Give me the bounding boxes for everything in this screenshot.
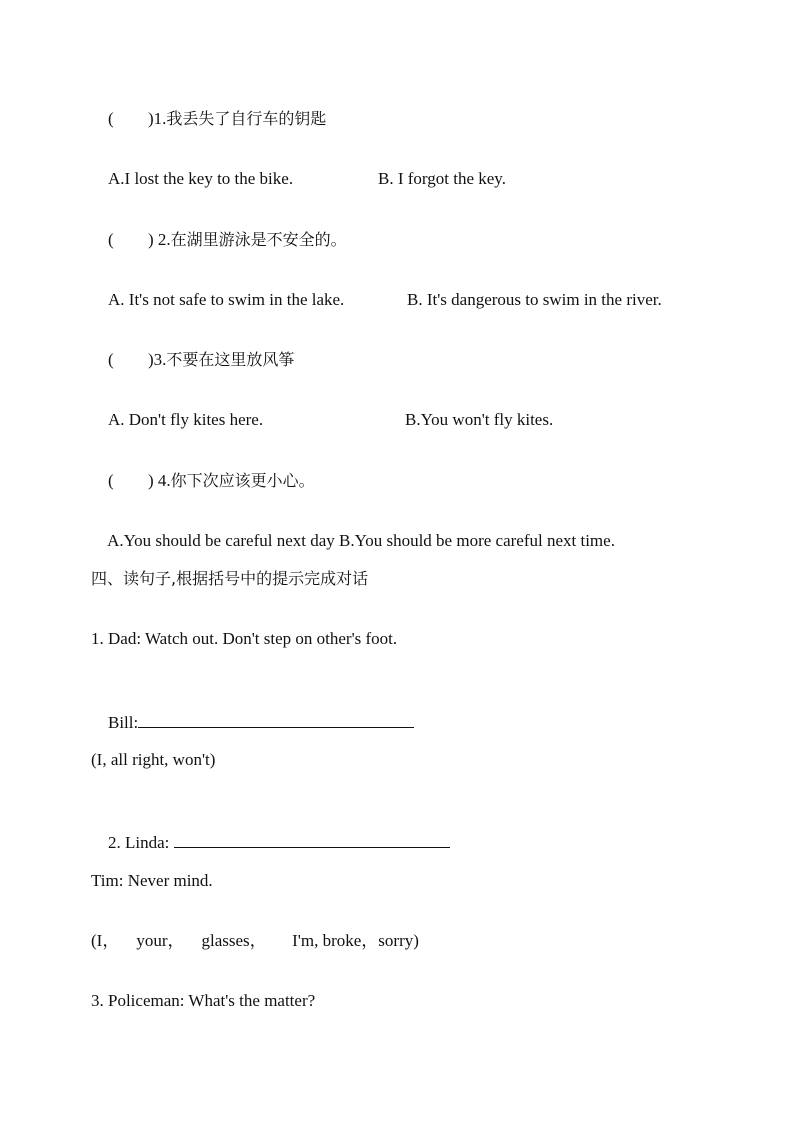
answer-blank[interactable] [138,711,414,728]
question-prompt: 你下次应该更小心。 [170,471,315,490]
option-b: B.You won't fly kites. [405,410,554,429]
question-prompt: 不要在这里放风筝 [166,350,295,369]
question-prompt: 在湖里游泳是不安全的。 [170,230,347,249]
section-heading: 四、读句子,根据括号中的提示完成对话 [91,569,369,588]
dialogue-1-hint: (I, all right, won't) [91,750,216,769]
question-prompt: 我丢失了自行车的钥匙 [166,109,327,128]
answer-paren-open: ( [108,230,114,249]
option-b: B. It's dangerous to swim in the river. [407,290,662,309]
answer-paren-close: ) [148,230,154,249]
option-a: A.I lost the key to the bike. [108,169,294,188]
question-number: 3. [153,350,167,369]
answer-paren-open: ( [108,350,114,369]
option-b: B. I forgot the key. [378,169,506,188]
question-4 [91,448,315,514]
option-combined: A.You should be careful next day B.You should be more careful next time. [107,531,615,550]
answer-paren-close: ) [148,109,154,128]
question-1 [91,86,326,152]
answer-blank[interactable] [174,831,450,848]
answer-paren-close: ) [148,350,154,369]
question-number: 2. [153,230,171,249]
dialogue-1-answer [91,689,414,756]
question-number: 1. [153,109,167,128]
question-3-options [91,387,553,453]
answer-paren-open: ( [108,471,114,490]
dialogue-2-reply: Tim: Never mind. [91,871,213,890]
answer-paren-open: ( [108,109,114,128]
dialogue-2-answer [91,809,450,876]
question-2 [91,207,347,273]
speaker-label: Bill: [108,713,139,732]
question-3 [91,327,294,393]
dialogue-1-prompt: 1. Dad: Watch out. Don't step on other's foot. [91,629,398,648]
question-2-options [91,267,662,333]
dialogue-3-prompt: 3. Policeman: What's the matter? [91,991,316,1010]
answer-paren-close: ) [148,471,154,490]
question-number: 4. [153,471,171,490]
dialogue-2-hint: (I， your， glasses， I'm, broke，sorry) [91,931,419,950]
question-4-options [91,508,615,574]
speaker-label: 2. Linda: [108,833,174,852]
option-a: A. It's not safe to swim in the lake. [108,290,345,309]
question-1-options [91,146,506,212]
option-a: A. Don't fly kites here. [108,410,264,429]
